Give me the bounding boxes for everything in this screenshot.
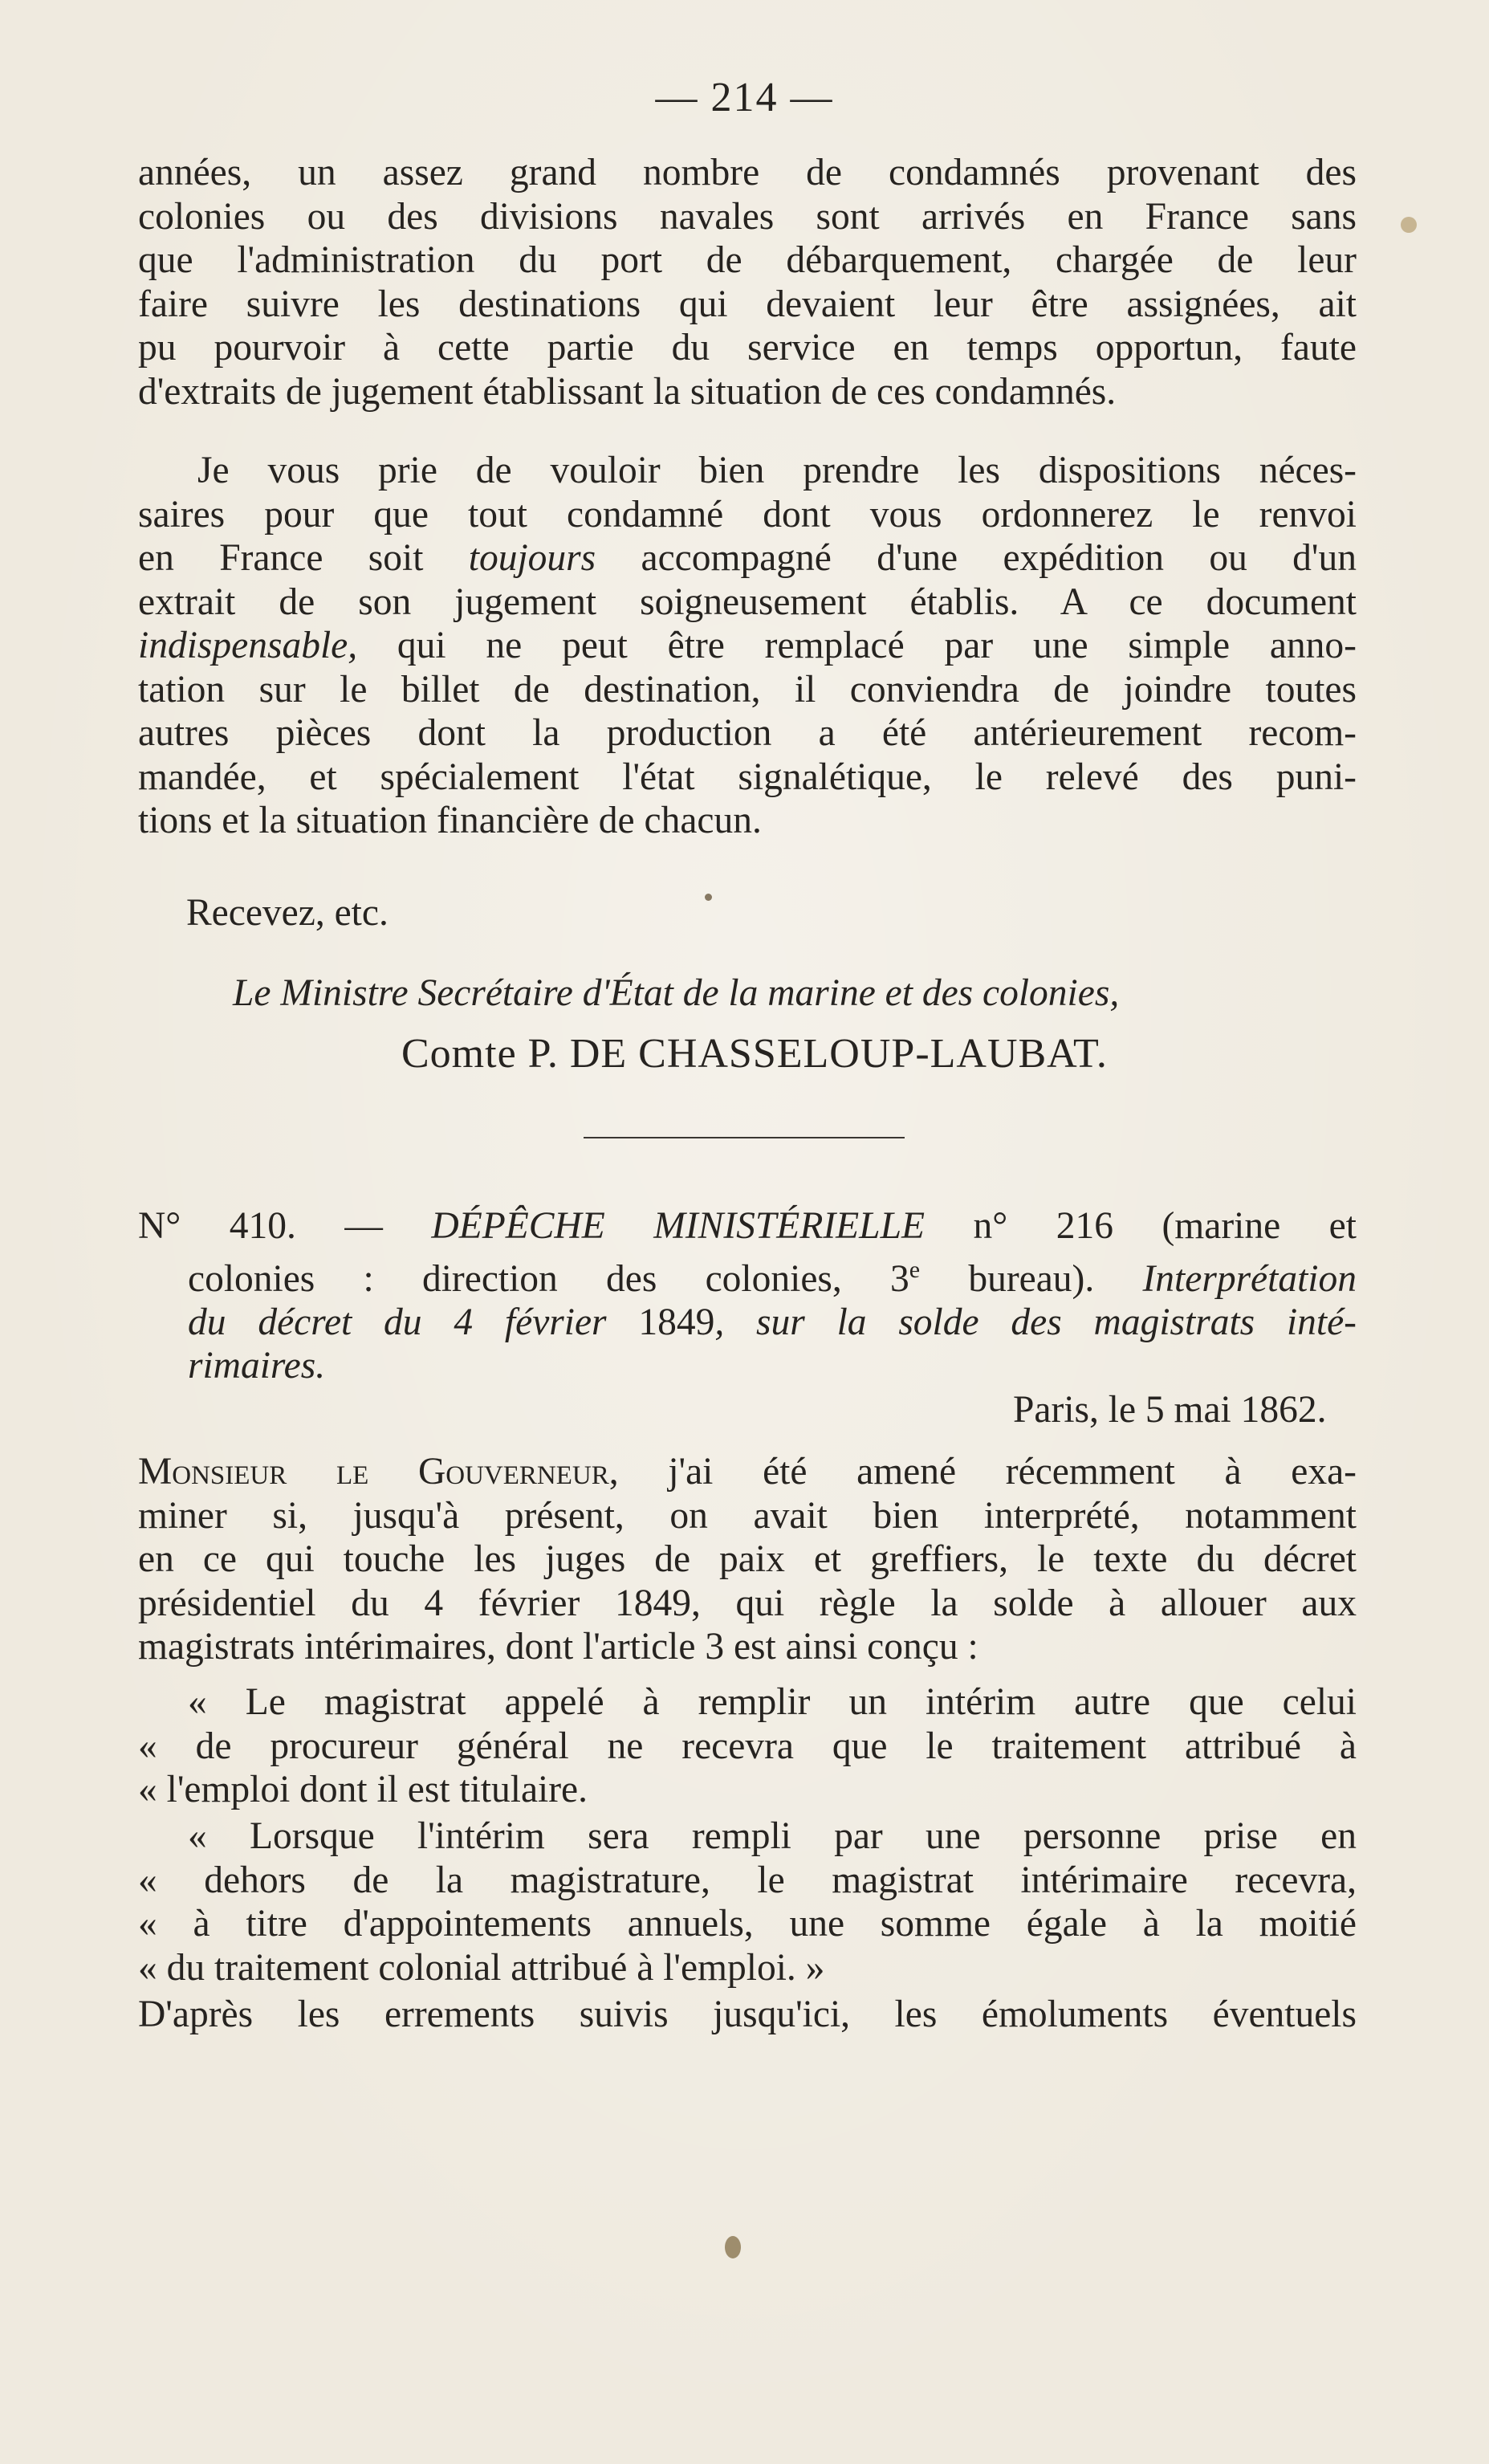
text-line: miner si, jusqu'à présent, on avait bien interprété, notamment <box>138 1494 1357 1537</box>
text-line: tation sur le billet de destination, il conviendra de joindre toutes <box>138 668 1357 711</box>
dispatch-number: N° 410. — <box>138 1205 432 1247</box>
paragraph-continuation <box>138 151 1357 413</box>
text-line: pu pourvoir à cette partie du service en temps opportun, faute <box>138 327 1357 369</box>
dispatch-heading <box>138 1204 1357 1388</box>
text-line: extrait de son jugement soigneusement établis. A ce document <box>138 580 1357 623</box>
text-line: autres pièces dont la production a été antérieurement recom- <box>138 712 1357 754</box>
heading-line: rimaires. <box>188 1345 326 1387</box>
text-line: mandée, et spécialement l'état signalétique, le relevé des puni- <box>138 755 1357 798</box>
page-number: — 214 — <box>655 75 834 120</box>
text-line: magistrats intérimaires, dont l'article 3 est ainsi conçu : <box>138 1626 978 1668</box>
text-line: colonies ou des divisions navales sont arrivés en France sans <box>138 195 1357 238</box>
section-divider <box>584 1137 905 1138</box>
quote-line: « Le magistrat appelé à remplir un intérim autre que celui <box>188 1681 1357 1723</box>
closing-formula: Recevez, etc. <box>186 892 389 934</box>
emphasis-text: indispensable, <box>138 625 358 666</box>
superscript: e <box>909 1256 921 1283</box>
signature-title: Le Ministre Secrétaire d'État de la marine et des colonies, <box>233 972 1120 1014</box>
quotation-article-3b <box>138 1814 1357 1990</box>
quote-line: « dehors de la magistrature, le magistrat intérimaire recevra, <box>138 1859 1357 1901</box>
paragraph-instructions <box>138 449 1357 843</box>
quote-line: « l'emploi dont il est titulaire. <box>138 1769 588 1810</box>
text-line: présidentiel du 4 février 1849, qui règle la solde à allouer aux <box>138 1582 1357 1624</box>
quote-line: « de procureur général ne recevra que le traitement attribué à <box>138 1725 1357 1767</box>
text-line: saires pour que tout condamné dont vous ordonnerez le renvoi <box>138 493 1357 536</box>
salutation: Monsieur le Gouverneur, <box>138 1451 619 1493</box>
text-line: d'extraits de jugement établissant la situation de ces condamnés. <box>138 370 1117 413</box>
text-line: en France soit toujours accompagné d'une expédition ou d'un <box>138 537 1357 579</box>
text-line: en ce qui touche les juges de paix et greffiers, le texte du décret <box>138 1538 1357 1580</box>
foxing-spot <box>725 2236 741 2258</box>
quote-line: « du traitement colonial attribué à l'emploi. » <box>138 1946 825 1989</box>
paragraph-final <box>138 1993 1357 2037</box>
foxing-spot <box>705 894 712 901</box>
quote-line: « à titre d'appointements annuels, une somme égale à la moitié <box>138 1903 1357 1945</box>
text-line: indispensable, qui ne peut être remplacé par une simple anno- <box>138 625 1357 666</box>
text-line: années, un assez grand nombre de condamnés provenant des <box>138 152 1357 193</box>
text-line: Monsieur le Gouverneur, j'ai été amené récemment à exa- <box>138 1451 1357 1493</box>
foxing-spot <box>1401 217 1417 233</box>
paragraph-body <box>138 1450 1357 1669</box>
text-line: Je vous prie de vouloir bien prendre les dispositions néces- <box>197 450 1357 491</box>
emphasis-text: toujours <box>468 537 596 579</box>
dateline: Paris, le 5 mai 1862. <box>1013 1389 1327 1431</box>
signature-name: Comte P. DE CHASSELOUP-LAUBAT. <box>401 1031 1108 1077</box>
heading-line: du décret du 4 février 1849, sur la solde des magistrats inté- <box>188 1301 1357 1343</box>
text-line: faire suivre les destinations qui devaient leur être assignées, ait <box>138 283 1357 325</box>
text-line: D'après les errements suivis jusqu'ici, les émoluments éventuels <box>138 1994 1357 2035</box>
text-line: tions et la situation financière de chacun. <box>138 800 762 841</box>
heading-line: N° 410. — DÉPÊCHE MINISTÉRIELLE n° 216 (marine et <box>138 1205 1357 1247</box>
text-line: que l'administration du port de débarquement, chargée de leur <box>138 239 1357 281</box>
dispatch-type: DÉPÊCHE MINISTÉRIELLE <box>431 1205 926 1247</box>
quotation-article-3a <box>138 1680 1357 1812</box>
quote-line: « Lorsque l'intérim sera rempli par une personne prise en <box>188 1815 1357 1857</box>
heading-line: colonies : direction des colonies, 3e bureau). Interprétation <box>188 1256 1357 1300</box>
